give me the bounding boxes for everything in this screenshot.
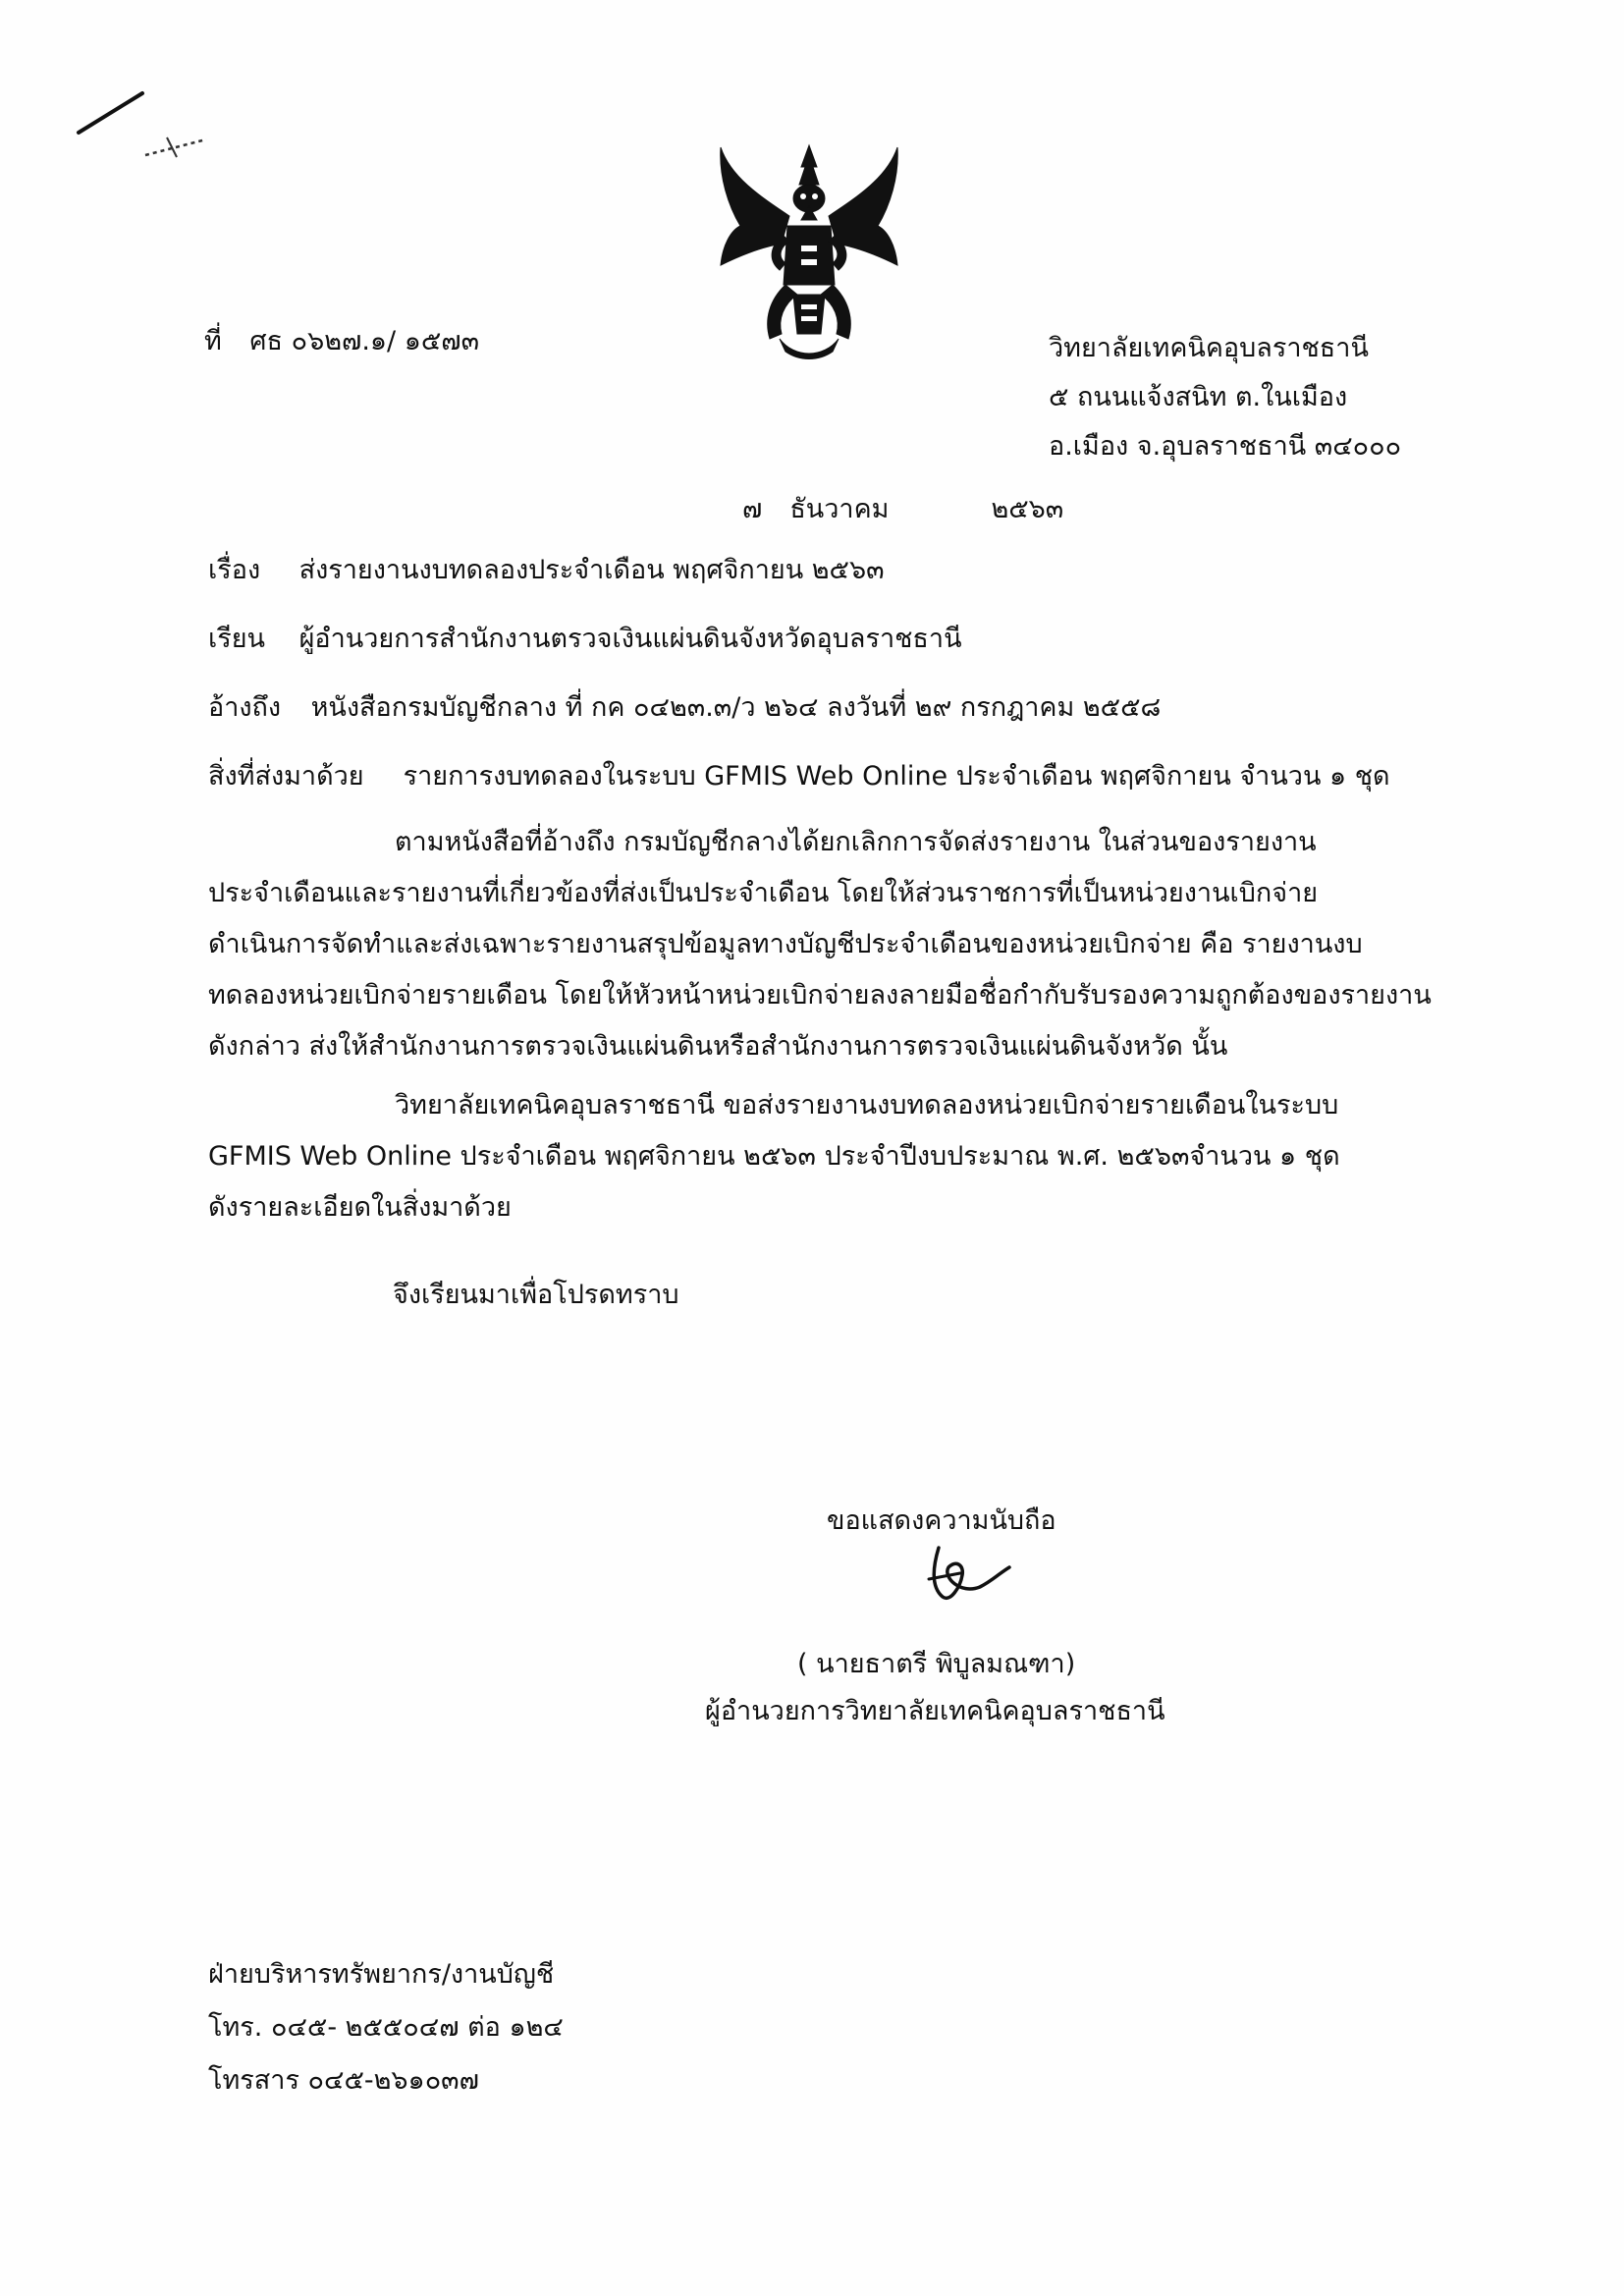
- handwritten-signature: [921, 1538, 1019, 1607]
- paragraph-line: ดำเนินการจัดทำและส่งเฉพาะรายงานสรุปข้อมูลทางบัญชีประจำเดือนของหน่วยเบิกจ่าย คือ รายงานงบ: [208, 929, 1363, 959]
- document-number-label: ที่: [204, 326, 222, 356]
- paragraph-line: ดังกล่าว ส่งให้สำนักงานการตรวจเงินแผ่นดินหรือสำนักงานการตรวจเงินแผ่นดินจังหวัด นั้น: [208, 1031, 1228, 1062]
- date-month: ธันวาคม: [789, 494, 890, 524]
- body-paragraph-2: [208, 1080, 1435, 1233]
- document-number-line: [204, 324, 479, 359]
- organization-address: [1049, 324, 1401, 471]
- reference-line: [208, 685, 1161, 728]
- signer-name: ( นายธาตรี พิบูลมณฑา): [797, 1649, 1076, 1679]
- date-year: ๒๕๖๓: [991, 494, 1064, 524]
- footer-department: ฝ่ายบริหารทรัพยากร/งานบัญชี: [208, 1959, 555, 1990]
- attachment-line: [208, 754, 1390, 796]
- recipient-label: เรียน: [208, 624, 266, 654]
- document-date: [742, 487, 1063, 529]
- paragraph-line: วิทยาลัยเทคนิคอุบลราชธานี ขอส่งรายงานงบทดลองหน่วยเบิกจ่ายรายเดือนในระบบ: [395, 1090, 1339, 1121]
- reference-text: หนังสือกรมบัญชีกลาง ที่ กค ๐๔๒๓.๓/ว ๒๖๔ ลงวันที่ ๒๙ กรกฎาคม ๒๕๕๘: [310, 692, 1162, 723]
- body-paragraph-1: [208, 817, 1435, 1072]
- closing-text: จึงเรียนมาเพื่อโปรดทราบ: [393, 1280, 679, 1310]
- handwritten-mark: [29, 79, 226, 177]
- footer-phone: โทร. ๐๔๕- ๒๕๕๐๔๗ ต่อ ๑๒๔: [208, 2012, 564, 2043]
- attachment-text: รายการงบทดลองในระบบ GFMIS Web Online ประจำเดือน พฤศจิกายน จำนวน ๑ ชุด: [403, 761, 1390, 792]
- paragraph-line: GFMIS Web Online ประจำเดือน พฤศจิกายน ๒๕๖๓ ประจำปีงบประมาณ พ.ศ. ๒๕๖๓จำนวน ๑ ชุด: [208, 1141, 1340, 1172]
- paragraph-line: ตามหนังสือที่อ้างถึง กรมบัญชีกลางได้ยกเลิกการจัดส่งรายงาน ในส่วนของรายงาน: [395, 827, 1317, 857]
- regards-text: ขอแสดงความนับถือ: [827, 1505, 1056, 1536]
- document-number: ศธ ๐๖๒๗.๑/ ๑๕๗๓: [249, 326, 480, 356]
- paragraph-line: ดังรายละเอียดในสิ่งมาด้วย: [208, 1192, 512, 1223]
- paragraph-line: ทดลองหน่วยเบิกจ่ายรายเดือน โดยให้หัวหน้าหน่วยเบิกจ่ายลงลายมือชื่อกำกับรับรองความถูกต้องของรายงาน: [208, 980, 1432, 1011]
- signer-title: ผู้อำนวยการวิทยาลัยเทคนิคอุบลราชธานี: [705, 1696, 1165, 1726]
- subject-label: เรื่อง: [208, 555, 261, 585]
- recipient-line: [208, 617, 962, 659]
- organization-name: วิทยาลัยเทคนิคอุบลราชธานี: [1049, 333, 1369, 363]
- subject-text: ส่งรายงานงบทดลองประจำเดือน พฤศจิกายน ๒๕๖๓: [298, 555, 885, 585]
- subject-line: [208, 548, 885, 590]
- garuda-emblem: [711, 137, 907, 363]
- footer-fax: โทรสาร ๐๔๕-๒๖๑๐๓๗: [208, 2065, 479, 2096]
- reference-label: อ้างถึง: [208, 692, 282, 723]
- attachment-label: สิ่งที่ส่งมาด้วย: [208, 761, 364, 792]
- date-day: ๗: [742, 494, 763, 524]
- recipient-text: ผู้อำนวยการสำนักงานตรวจเงินแผ่นดินจังหวัดอุบลราชธานี: [298, 624, 962, 654]
- organization-address-line-1: ๕ ถนนแจ้งสนิท ต.ในเมือง: [1049, 382, 1348, 412]
- paragraph-line: ประจำเดือนและรายงานที่เกี่ยวข้องที่ส่งเป็นประจำเดือน โดยให้ส่วนราชการที่เป็นหน่วยงานเบิกจ่าย: [208, 878, 1319, 908]
- organization-address-line-2: อ.เมือง จ.อุบลราชธานี ๓๔๐๐๐: [1049, 431, 1402, 462]
